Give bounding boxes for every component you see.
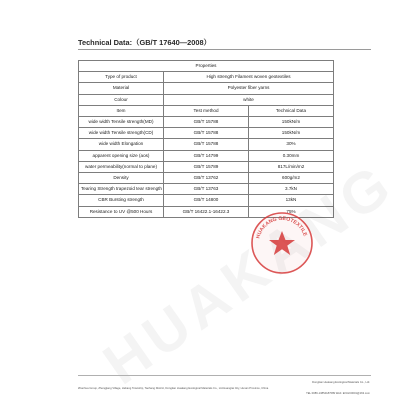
- document-heading: Technical Data:（GB/T 17640—2008）: [78, 38, 211, 47]
- table-section-header: Properties: [79, 61, 334, 72]
- table-row: [79, 61, 334, 72]
- footer-company: Dongtian Huakang Ecological Materials Co., Ltd.: [312, 381, 370, 384]
- table-cell-item: Resistance to UV @500 Hours: [79, 206, 164, 217]
- technical-data-table: [78, 60, 334, 218]
- table-row: [79, 161, 334, 172]
- table-row: [79, 128, 334, 139]
- table-cell-method: GB/T 13763: [164, 184, 249, 195]
- table-row: [79, 117, 334, 128]
- table-cell-value: 75%: [249, 206, 334, 217]
- table-row: [79, 184, 334, 195]
- table-cell-method: GB/T 15788: [164, 117, 249, 128]
- table-cell-value: 150kN/m: [249, 128, 334, 139]
- table-cell-method: GB/T 14800: [164, 195, 249, 206]
- footer-divider: [78, 375, 371, 376]
- company-seal-stamp: [250, 211, 314, 275]
- table-cell-item: CBR Bursting strength: [79, 195, 164, 206]
- table-cell-value: Technical Data: [249, 105, 334, 116]
- footer-contact: TEL:0086-13854187089 Web: EN:HK0001@163.com: [306, 392, 370, 395]
- table-cell-value: 13kN: [249, 195, 334, 206]
- table-cell-method: GB/T 16422.1-16422.3: [164, 206, 249, 217]
- table-cell-value: High strength Filament woven geotextiles: [164, 72, 334, 83]
- table-row: [79, 173, 334, 184]
- table-cell-value: 30%: [249, 139, 334, 150]
- svg-text:HUAKANG GEOTEXTILE: HUAKANG GEOTEXTILE: [255, 215, 308, 240]
- table-cell-item: wide width Elongation: [79, 139, 164, 150]
- table-cell-value: 0.30mm: [249, 150, 334, 161]
- table-cell-value: Polyester fiber yarns: [164, 83, 334, 94]
- table-row: [79, 150, 334, 161]
- heading-divider: [78, 49, 371, 50]
- table-cell-method: GB/T 15789: [164, 161, 249, 172]
- table-cell-item: Density: [79, 173, 164, 184]
- table-cell-item: Item: [79, 105, 164, 116]
- table-row: [79, 83, 334, 94]
- footer-address: Zhanhua Group, Zhengjiang Village, Hebang Township, Taohang District, Dongtian Huakang Ecological Materials Co., Ltd.Huangtai City, Hunan Province, China: [78, 387, 269, 390]
- table-cell-item: water permeability(normal to plane): [79, 161, 164, 172]
- table-row: [79, 105, 334, 116]
- table-cell-method: GB/T 14799: [164, 150, 249, 161]
- table-cell-value: white: [164, 94, 334, 105]
- table-cell-method: GB/T 15788: [164, 139, 249, 150]
- table-cell-item: Tearing Strength trapezoid tear strength: [79, 184, 164, 195]
- table-row: [79, 94, 334, 105]
- table-cell-item: apparent opening size (aos): [79, 150, 164, 161]
- table-cell-method: Test method: [164, 105, 249, 116]
- table-cell-item: wide width Tensile strength(CD): [79, 128, 164, 139]
- table-cell-label: Material: [79, 83, 164, 94]
- table-cell-method: GB/T 15788: [164, 128, 249, 139]
- table-cell-value: 3.7kN: [249, 184, 334, 195]
- table-row: [79, 139, 334, 150]
- table-cell-method: GB/T 13762: [164, 173, 249, 184]
- table-cell-value: 150kN/m: [249, 117, 334, 128]
- table-cell-value: 600g/m2: [249, 173, 334, 184]
- table-cell-label: Colour: [79, 94, 164, 105]
- table-row: [79, 72, 334, 83]
- table-cell-label: Type of product: [79, 72, 164, 83]
- table-cell-value: 817L/min/m2: [249, 161, 334, 172]
- table-cell-item: wide width Tensile strength(MD): [79, 117, 164, 128]
